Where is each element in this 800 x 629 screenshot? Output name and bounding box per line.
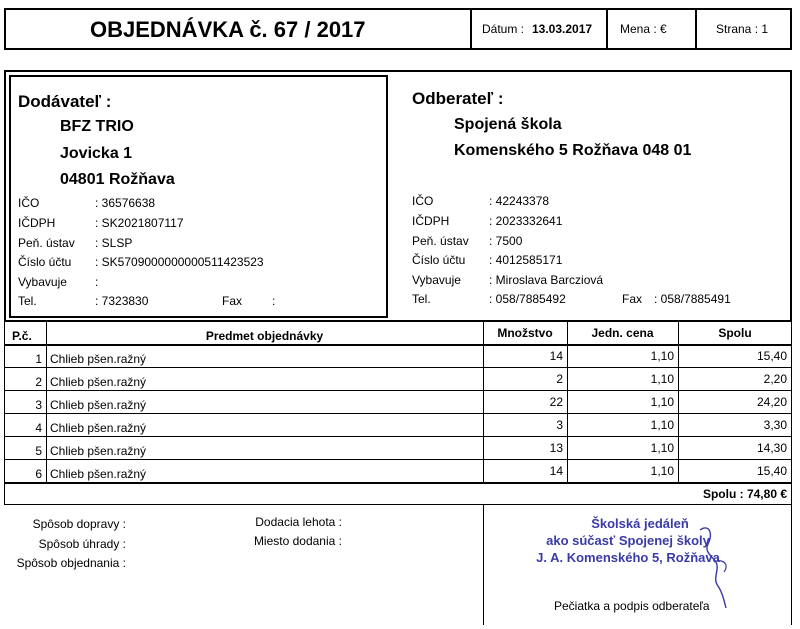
- delivery-place-label: Miesto dodania :: [253, 534, 342, 548]
- currency-label: Mena : €: [620, 22, 667, 36]
- row-total: 15,40: [756, 464, 787, 478]
- customer-field-label: Číslo účtu: [412, 253, 466, 267]
- supplier-field-value: : SLSP: [95, 236, 133, 250]
- stamp-line: Školská jedáleň: [591, 516, 689, 531]
- supplier-heading: Dodávateľ :: [18, 92, 112, 111]
- customer-field-value: : 058/7885492: [489, 292, 566, 306]
- supplier-fax-label: Fax: [222, 294, 243, 308]
- supplier-field-label: Vybavuje: [18, 275, 67, 289]
- header-divider: [606, 8, 608, 50]
- table-row-line: [4, 344, 792, 346]
- row-price: 1,10: [650, 464, 674, 478]
- grand-total: Spolu : 74,80 €: [702, 487, 787, 501]
- supplier-city: 04801 Rožňava: [60, 171, 175, 188]
- supplier-field-value: : 7323830: [95, 294, 149, 308]
- table-row-line: [4, 390, 792, 391]
- customer-name: Spojená škola: [454, 116, 562, 133]
- page-number: Strana : 1: [716, 22, 769, 36]
- customer-address: Komenského 5 Rožňava 048 01: [454, 142, 692, 159]
- customer-field-value: : 7500: [489, 234, 523, 248]
- customer-heading: Odberateľ :: [412, 89, 504, 108]
- row-total: 24,20: [756, 395, 787, 409]
- customer-field-label: Peň. ústav: [412, 234, 469, 248]
- row-total: 15,40: [756, 349, 787, 363]
- supplier-field-label: IČDPH: [18, 216, 56, 230]
- row-total: 2,20: [763, 372, 787, 386]
- row-total: 3,30: [763, 418, 787, 432]
- signature-label: Pečiatka a podpis odberateľa: [554, 599, 710, 613]
- row-item: Chlieb pšen.ražný: [50, 421, 147, 435]
- customer-field-value: : 42243378: [489, 194, 550, 208]
- supplier-field-value: :: [95, 275, 99, 289]
- customer-fax-value: : 058/7885491: [654, 292, 731, 306]
- customer-field-label: Vybavuje: [412, 273, 461, 287]
- row-price: 1,10: [650, 349, 674, 363]
- date-value: 13.03.2017: [532, 22, 593, 36]
- supplier-field-label: Peň. ústav: [18, 236, 75, 250]
- supplier-field-value: : SK5709000000000511423523: [95, 255, 264, 269]
- header-divider: [695, 8, 697, 50]
- stamp-line: ako súčasť Spojenej školy: [546, 533, 710, 548]
- date-label: Dátum :: [482, 22, 525, 36]
- supplier-field-value: : SK2021807117: [95, 216, 184, 230]
- supplier-field-value: : 36576638: [95, 196, 156, 210]
- table-col-line: [567, 322, 568, 482]
- row-item: Chlieb pšen.ražný: [50, 375, 147, 389]
- supplier-street: Jovicka 1: [60, 145, 133, 162]
- payment-method-label: Spôsob úhrady :: [38, 537, 126, 551]
- row-price: 1,10: [650, 372, 674, 386]
- col-header-no: P.č.: [12, 329, 32, 343]
- ordering-method-label: Spôsob objednania :: [16, 556, 126, 570]
- row-item: Chlieb pšen.ražný: [50, 352, 147, 366]
- customer-field-value: : 2023332641: [489, 214, 563, 228]
- col-header-item: Predmet objednávky: [205, 329, 324, 343]
- row-item: Chlieb pšen.ražný: [50, 444, 147, 458]
- row-qty: 22: [549, 395, 563, 409]
- table-col-line: [46, 322, 47, 482]
- transport-method-label: Spôsob dopravy :: [32, 517, 126, 531]
- row-price: 1,10: [650, 418, 674, 432]
- row-number: 6: [35, 467, 42, 481]
- row-price: 1,10: [650, 395, 674, 409]
- delivery-term-label: Dodacia lehota :: [255, 515, 342, 529]
- row-qty: 13: [549, 441, 563, 455]
- table-row-line: [4, 436, 792, 437]
- stamp-line: J. A. Komenského 5, Rožňava: [536, 550, 720, 565]
- customer-field-label: IČO: [412, 194, 434, 208]
- row-number: 5: [35, 444, 42, 458]
- row-number: 4: [35, 421, 42, 435]
- row-qty: 14: [549, 464, 563, 478]
- row-price: 1,10: [650, 441, 674, 455]
- table-row-line: [4, 367, 792, 368]
- row-number: 2: [35, 375, 42, 389]
- customer-field-label: Tel.: [412, 292, 431, 306]
- signature-divider: [483, 505, 484, 625]
- row-qty: 2: [556, 372, 563, 386]
- col-header-total: Spolu: [718, 326, 752, 340]
- table-row-line: [4, 459, 792, 460]
- customer-fax-label: Fax: [622, 292, 643, 306]
- table-col-line: [483, 322, 484, 482]
- row-item: Chlieb pšen.ražný: [50, 467, 147, 481]
- row-number: 1: [35, 352, 42, 366]
- document-title: OBJEDNÁVKA č. 67 / 2017: [90, 17, 366, 42]
- table-row-line: [4, 413, 792, 414]
- table-row-line: [4, 482, 792, 484]
- supplier-fax-value: :: [272, 294, 276, 308]
- supplier-field-label: Tel.: [18, 294, 37, 308]
- row-total: 14,30: [756, 441, 787, 455]
- supplier-name: BFZ TRIO: [60, 118, 134, 135]
- customer-field-value: : Miroslava Barcziová: [489, 273, 604, 287]
- header-divider: [470, 8, 472, 50]
- signature-divider: [791, 505, 792, 625]
- row-qty: 3: [556, 418, 563, 432]
- row-number: 3: [35, 398, 42, 412]
- table-col-line: [678, 322, 679, 482]
- col-header-price: Jedn. cena: [591, 326, 654, 340]
- row-item: Chlieb pšen.ražný: [50, 398, 147, 412]
- supplier-field-label: IČO: [18, 196, 40, 210]
- customer-field-label: IČDPH: [412, 214, 450, 228]
- customer-field-value: : 4012585171: [489, 253, 563, 267]
- supplier-field-label: Číslo účtu: [18, 255, 72, 269]
- row-qty: 14: [549, 349, 563, 363]
- col-header-qty: Množstvo: [497, 326, 553, 340]
